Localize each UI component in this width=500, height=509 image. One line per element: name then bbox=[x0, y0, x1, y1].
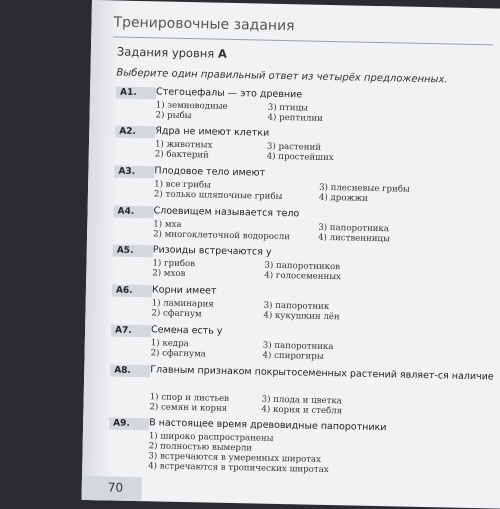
option-3: 3) папоротник bbox=[263, 300, 330, 313]
question-number: А8. bbox=[110, 364, 150, 377]
option-1: 1) мха bbox=[153, 219, 182, 230]
question-a2 bbox=[115, 125, 495, 164]
option-1: 1) земноводные bbox=[155, 100, 228, 112]
option-3: 3) папоротника bbox=[262, 340, 334, 353]
option-1: 1) грибов bbox=[152, 258, 196, 270]
question-a3 bbox=[115, 165, 495, 204]
option-2: 2) сфагнума bbox=[150, 348, 207, 360]
option-1: 1) все грибы bbox=[154, 179, 212, 191]
option-3: 3) папоротника bbox=[318, 222, 390, 235]
question-text: Семена есть у bbox=[150, 324, 223, 337]
question-text: Слоевищем называется тело bbox=[153, 205, 300, 220]
option-1: 1) ламинария bbox=[151, 298, 214, 310]
question-number: А7. bbox=[111, 324, 151, 337]
level-prefix: Задания уровня bbox=[116, 44, 215, 61]
option-3: 3) птицы bbox=[267, 102, 309, 114]
question-number: А1. bbox=[116, 87, 156, 100]
title-divider bbox=[113, 36, 493, 45]
question-text: Стегоцефалы — это древние bbox=[155, 86, 303, 101]
level-heading bbox=[117, 45, 227, 61]
option-4: 4) спирогиры bbox=[262, 350, 324, 362]
option-3: 3) плесневые грибы bbox=[319, 182, 410, 195]
question-a8 bbox=[110, 364, 494, 417]
option-2: 2) рыбы bbox=[155, 110, 192, 122]
question-a7 bbox=[111, 324, 491, 362]
question-text: Плодовое тело имеют bbox=[154, 165, 266, 179]
option-4: 4) голосеменных bbox=[264, 270, 342, 283]
question-text: Ядра не имеют клетки bbox=[155, 125, 270, 139]
question-a4 bbox=[114, 205, 494, 245]
option-2: 2) сфагнум bbox=[151, 308, 202, 320]
question-text: Ризоиды встречаются у bbox=[152, 244, 272, 258]
question-text: Главным признаком покрытосеменных растений являет-ся наличие bbox=[150, 364, 494, 383]
question-number: А9. bbox=[109, 417, 149, 430]
option-4: 4) простейших bbox=[266, 151, 334, 164]
option-1: 1) широко распространены bbox=[148, 431, 274, 444]
option-3: 3) плода и цветка bbox=[261, 394, 342, 407]
question-number: А6. bbox=[112, 284, 152, 297]
option-4: 4) кукушкин лён bbox=[263, 310, 340, 323]
question-number: А2. bbox=[115, 126, 155, 139]
question-number: А3. bbox=[114, 166, 154, 179]
option-2: 2) бактерий bbox=[154, 149, 209, 161]
question-number: А5. bbox=[113, 244, 153, 257]
question-text: Корни имеет bbox=[151, 284, 217, 297]
instruction-text: Выберите один правильный ответ из четырёх предложенных. bbox=[116, 67, 448, 86]
section-title: Тренировочные задания bbox=[113, 14, 295, 35]
question-text: В настоящее время древовидные папоротники bbox=[149, 417, 387, 434]
option-1: 1) животных bbox=[154, 139, 213, 151]
option-2: 2) многоклеточной водоросли bbox=[153, 229, 291, 243]
level-letter: А bbox=[217, 46, 227, 61]
option-1: 1) спор и листьев bbox=[149, 392, 230, 404]
option-4: 4) встречаются в тропических широтах bbox=[148, 461, 329, 476]
option-2: 2) полностью вымерли bbox=[148, 441, 253, 454]
question-number: А4. bbox=[113, 205, 153, 218]
option-2: 2) семян и корня bbox=[149, 402, 228, 414]
option-2: 2) мхов bbox=[152, 268, 186, 280]
option-4: 4) рептилии bbox=[267, 112, 323, 124]
question-a6 bbox=[112, 284, 492, 323]
option-4: 4) дрожжи bbox=[318, 192, 369, 204]
option-3: 3) встречаются в умеренных широтах bbox=[148, 451, 322, 465]
question-a5 bbox=[113, 244, 493, 283]
option-4: 4) корня и стебля bbox=[261, 404, 343, 417]
option-3: 3) растений bbox=[266, 141, 322, 153]
page-number: 70 bbox=[107, 480, 124, 495]
question-a9 bbox=[109, 417, 489, 476]
option-3: 3) папоротников bbox=[264, 260, 341, 273]
question-a1 bbox=[116, 86, 496, 124]
option-2: 2) только шляпочные грибы bbox=[153, 189, 283, 203]
option-1: 1) кедра bbox=[150, 338, 189, 350]
textbook-page bbox=[82, 0, 500, 509]
option-4: 4) лиственницы bbox=[317, 232, 390, 245]
